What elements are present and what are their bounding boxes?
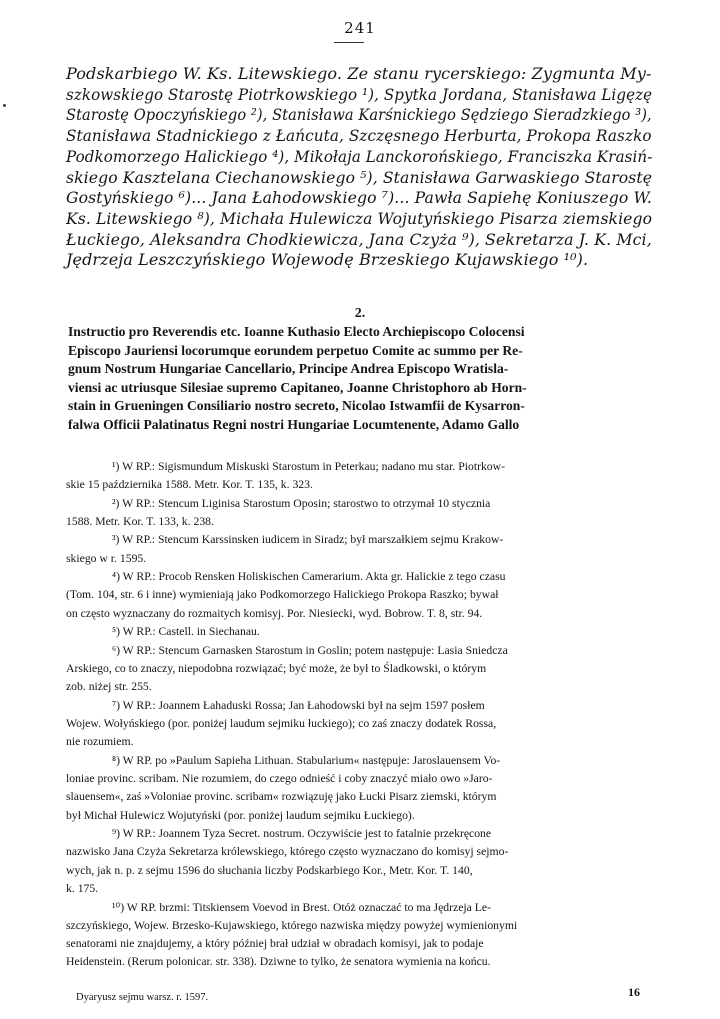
- footnotes-line: Arskiego, co to znaczy, niepodobna rozwiązać; być może, że był to Śladkowski, o którym: [66, 661, 487, 675]
- signature-mark: 16: [628, 985, 640, 999]
- page-number-rule: [334, 42, 364, 43]
- footnotes-line: 1588. Metr. Kor. T. 133, k. 238.: [66, 515, 214, 529]
- main-text-line: Łuckiego, Aleksandra Chodkiewicza, Jana Czyża ⁹), Sekretarza J. K. Mci,: [66, 229, 652, 249]
- footnotes-line: ¹) W RP.: Sigismundum Miskuski Starostum in Peterkau; nadano mu star. Piotrkow-: [112, 460, 505, 473]
- instructio-line: Instructio pro Reverendis etc. Ioanne Kuthasio Electo Archiepiscopo Colocensi: [68, 324, 525, 339]
- footnotes-line: ¹⁰) W RP. brzmi: Titskiensem Voevod in Brest. Otóż oznaczać to ma Jędrzeja Le-: [112, 901, 491, 915]
- main-text-line: Starostę Opoczyńskiego ²), Stanisława Karśnickiego Sędziego Sieradzkiego ³),: [66, 105, 652, 125]
- main-text-line: skiego Kasztelana Ciechanowskiego ⁵), Stanisława Garwaskiego Starostę: [66, 167, 653, 187]
- footnotes-line: ²) W RP.: Stencum Liginisa Starostum Oposin; starostwo to otrzymał 10 stycznia: [112, 496, 491, 510]
- footnotes-line: wych, jak n. p. z sejmu 1596 do słuchania liczby Podskarbiego Kor., Metr. Kor. T. 140,: [66, 863, 473, 877]
- footnotes-line: nie rozumiem.: [66, 735, 134, 749]
- footer-text: Dyaryusz sejmu warsz. r. 1597.: [76, 992, 209, 1003]
- footnotes-line: senatorami nie znajdujemy, a który później brał udział w obradach komisyi, jak to podaje: [66, 937, 484, 951]
- main-text-line: Jędrzeja Leszczyńskiego Wojewodę Brzeskiego Kujawskiego ¹⁰).: [66, 250, 589, 270]
- main-text-line: Ks. Litewskiego ⁸), Michała Hulewicza Wojutyńskiego Pisarza ziemskiego: [66, 208, 653, 228]
- footnotes-line: skiego w r. 1595.: [66, 551, 147, 565]
- margin-mark: [3, 104, 6, 107]
- page-number: 241: [344, 19, 376, 37]
- footnotes-line: ⁸) W RP. po »Paulum Sapieha Lithuan. Stabularium« następuje: Jaroslauensem Vo-: [112, 753, 501, 767]
- main-text-line: Stanisława Stadnickiego z Łańcuta, Szczęsnego Herburta, Prokopa Raszko: [66, 126, 652, 146]
- footnotes-line: ³) W RP.: Stencum Karssinsken iudicem in Siradz; był marszałkiem sejmu Krakow-: [112, 533, 504, 547]
- main-text-line: Podskarbiego W. Ks. Litewskiego. Ze stanu rycerskiego: Zygmunta My-: [66, 64, 652, 83]
- footnotes-line: ⁶) W RP.: Stencum Garnasken Starostum in Goslin; potem następuje: Lasia Sniedcza: [112, 643, 508, 657]
- footnotes-line: zob. niżej str. 255.: [66, 680, 152, 694]
- instructio-line: gnum Nostrum Hungariae Cancellario, Principe Andrea Episcopo Wratisla-: [68, 361, 509, 377]
- footnotes-line: ⁵) W RP.: Castell. in Siechanau.: [112, 625, 260, 639]
- main-text-line: szkowskiego Starostę Piotrkowskiego ¹), Spytka Jordana, Stanisława Ligęzę: [66, 84, 653, 104]
- footnotes-line: slauensem«, zaś »Voloniae provinc. scribam« rozwiązuję jako Łucki Pisarz ziemski, którym: [66, 790, 497, 804]
- instructio-line: stain in Grueningen Consiliario nostro secreto, Nicolao Istwamfii de Kysarron-: [68, 398, 525, 414]
- footnotes-line: k. 175.: [66, 882, 99, 896]
- footnotes-line: (Tom. 104, str. 6 i inne) wymieniają jako Podkomorzego Halickiego Prokopa Raszko; bywał: [66, 588, 499, 602]
- main-text-line: Podkomorzego Halickiego ⁴), Mikołaja Lanckorońskiego, Franciszka Krasiń-: [66, 146, 653, 166]
- footnotes-line: szczyńskiego, Wojew. Brzesko-Kujawskiego, którego nazwiska między powyżej wymienionymi: [66, 918, 518, 932]
- footnotes-line: Heidenstein. (Rerum polonicar. str. 338). Dziwne to tylko, że senatora wymienia na końcu.: [66, 955, 491, 969]
- footnotes-line: był Michał Hulewicz Wojutyński (por. poniżej laudum sejmiku Łuckiego).: [66, 808, 415, 822]
- main-text-line: Gostyńskiego ⁶)... Jana Łahodowskiego ⁷)... Pawła Sapiehę Koniuszego W.: [66, 188, 653, 208]
- instructio-line: viensi ac utriusque Silesiae supremo Capitaneo, Joanne Christophoro ab Horn-: [68, 379, 527, 395]
- instructio-line: Episcopo Jauriensi locorumque eorundem perpetuo Comite ac summo per Re-: [68, 342, 523, 358]
- footnotes-line: on często wyznaczany do rozmaitych komisyj. Por. Niesiecki, wyd. Bobrow. T. 8, str. 94.: [66, 606, 483, 620]
- footnotes-line: Wojew. Wołyńskiego (por. poniżej laudum sejmiku łuckiego); co zaś znaczy dodatek Rossa,: [66, 716, 497, 730]
- footnotes-line: nazwisko Jana Czyża Sekretarza królewskiego, którego często wyznaczano do komisyj sejmo-: [66, 845, 509, 859]
- footnotes-line: ⁹) W RP.: Joannem Tyza Secret. nostrum. Oczywiście jest to fatalnie przekręcone: [112, 827, 492, 840]
- section-number: 2.: [354, 306, 366, 321]
- footnotes-line: loniae provinc. scribam. Nie rozumiem, do czego odnieść i coby znaczyć miało owo »Jaro-: [66, 771, 493, 785]
- instructio-line: falwa Officii Palatinatus Regni nostri Hungariae Locumtenente, Adamo Gallo: [68, 417, 520, 432]
- footnotes-line: ⁷) W RP.: Joannem Łahaduski Rossa; Jan Łahodowski był na sejm 1597 posłem: [112, 698, 485, 712]
- footnotes-line: skie 15 października 1588. Metr. Kor. T. 135, k. 323.: [66, 478, 313, 492]
- footnotes-line: ⁴) W RP.: Procob Rensken Holiskischen Camerarium. Akta gr. Halickie z tego czasu: [112, 570, 506, 584]
